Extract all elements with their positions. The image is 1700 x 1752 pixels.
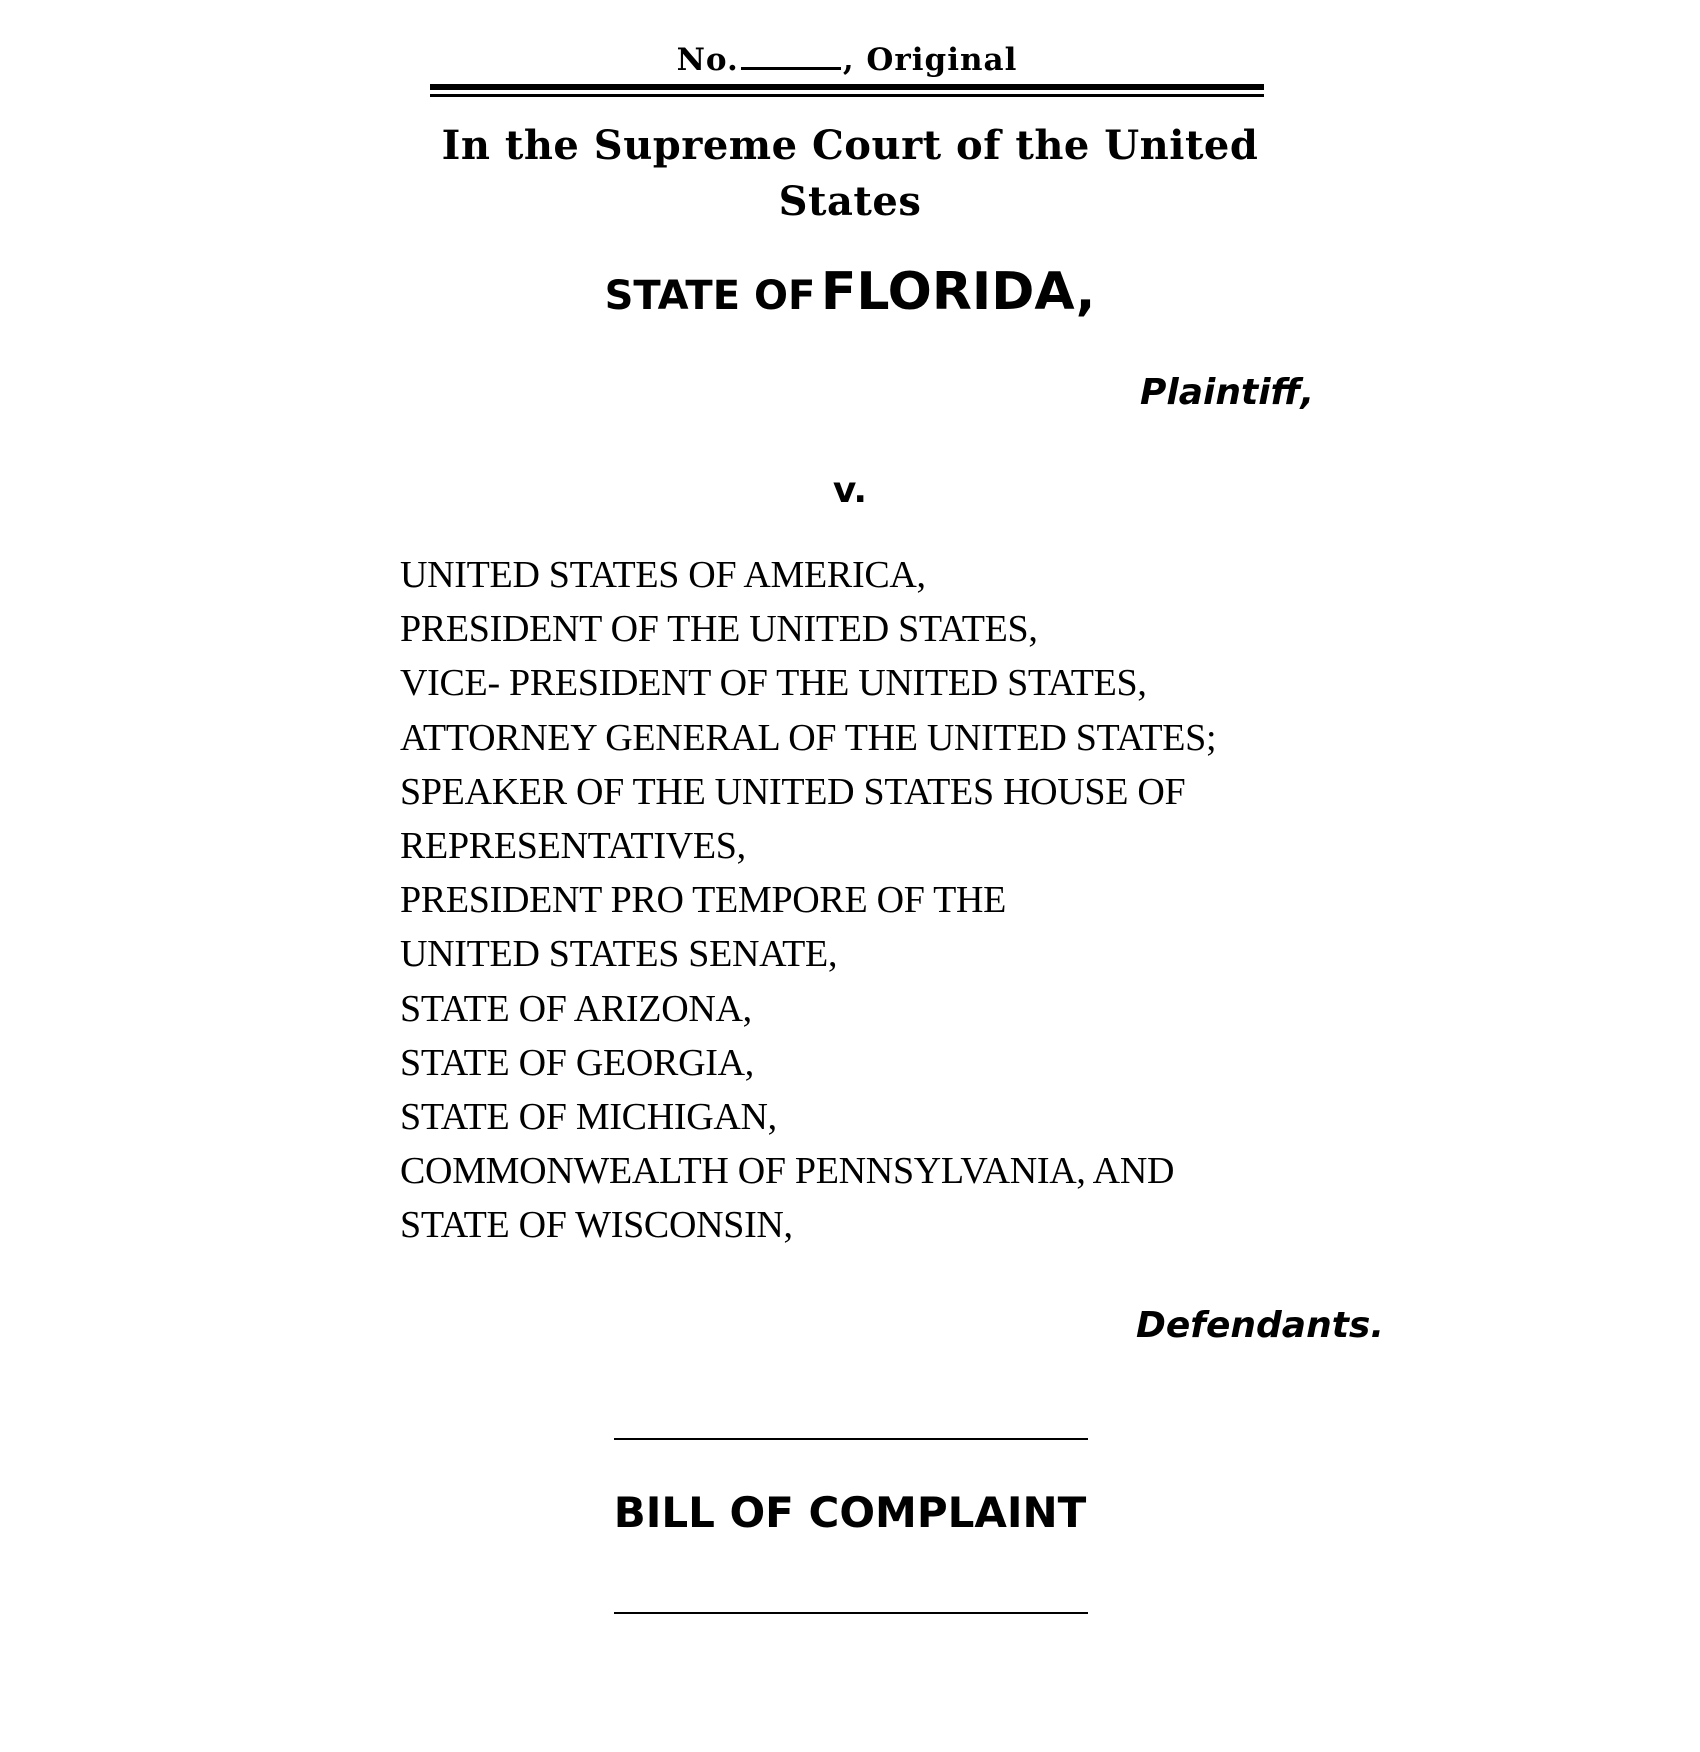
defendant-line: STATE OF ARIZONA,: [400, 987, 752, 1030]
defendant-line: ATTORNEY GENERAL OF THE UNITED STATES;: [400, 716, 1217, 759]
document-title: BILL OF COMPLAINT: [613, 1488, 1087, 1537]
defendants-list: [400, 548, 1300, 1253]
plaintiff-prefix: STATE OF: [604, 273, 816, 319]
defendant-line: PRESIDENT OF THE UNITED STATES,: [400, 608, 1038, 651]
defendant-line: STATE OF WISCONSIN,: [400, 1204, 793, 1247]
docket-suffix: , Original: [842, 42, 1018, 78]
defendant-line: STATE OF MICHIGAN,: [400, 1096, 777, 1139]
defendant-line: PRESIDENT PRO TEMPORE OF THE: [400, 879, 1007, 922]
defendant-line: UNITED STATES SENATE,: [400, 933, 838, 976]
plaintiff-name: [400, 256, 1300, 340]
defendant-line: REPRESENTATIVES,: [400, 825, 746, 868]
docket-number: [430, 38, 1264, 82]
header-rule-thin: [430, 94, 1264, 97]
title-rule-bottom: [614, 1612, 1088, 1614]
defendant-line: VICE- PRESIDENT OF THE UNITED STATES,: [400, 662, 1147, 705]
docket-number-blank: [741, 43, 841, 70]
plaintiff-role: Plaintiff,: [1140, 372, 1315, 413]
defendant-line: COMMONWEALTH OF PENNSYLVANIA, AND: [400, 1150, 1175, 1193]
plaintiff-state: FLORIDA,: [820, 262, 1096, 322]
header-rule-thick: [430, 84, 1264, 90]
versus-label: v.: [832, 470, 868, 511]
defendant-line: STATE OF GEORGIA,: [400, 1041, 754, 1084]
title-rule-top: [614, 1438, 1088, 1440]
defendant-line: SPEAKER OF THE UNITED STATES HOUSE OF: [400, 770, 1186, 813]
defendants-role: Defendants.: [1136, 1305, 1385, 1346]
defendant-line: UNITED STATES OF AMERICA,: [400, 554, 926, 596]
court-name: In the Supreme Court of the United States: [441, 122, 1259, 225]
docket-prefix: No.: [676, 42, 739, 78]
